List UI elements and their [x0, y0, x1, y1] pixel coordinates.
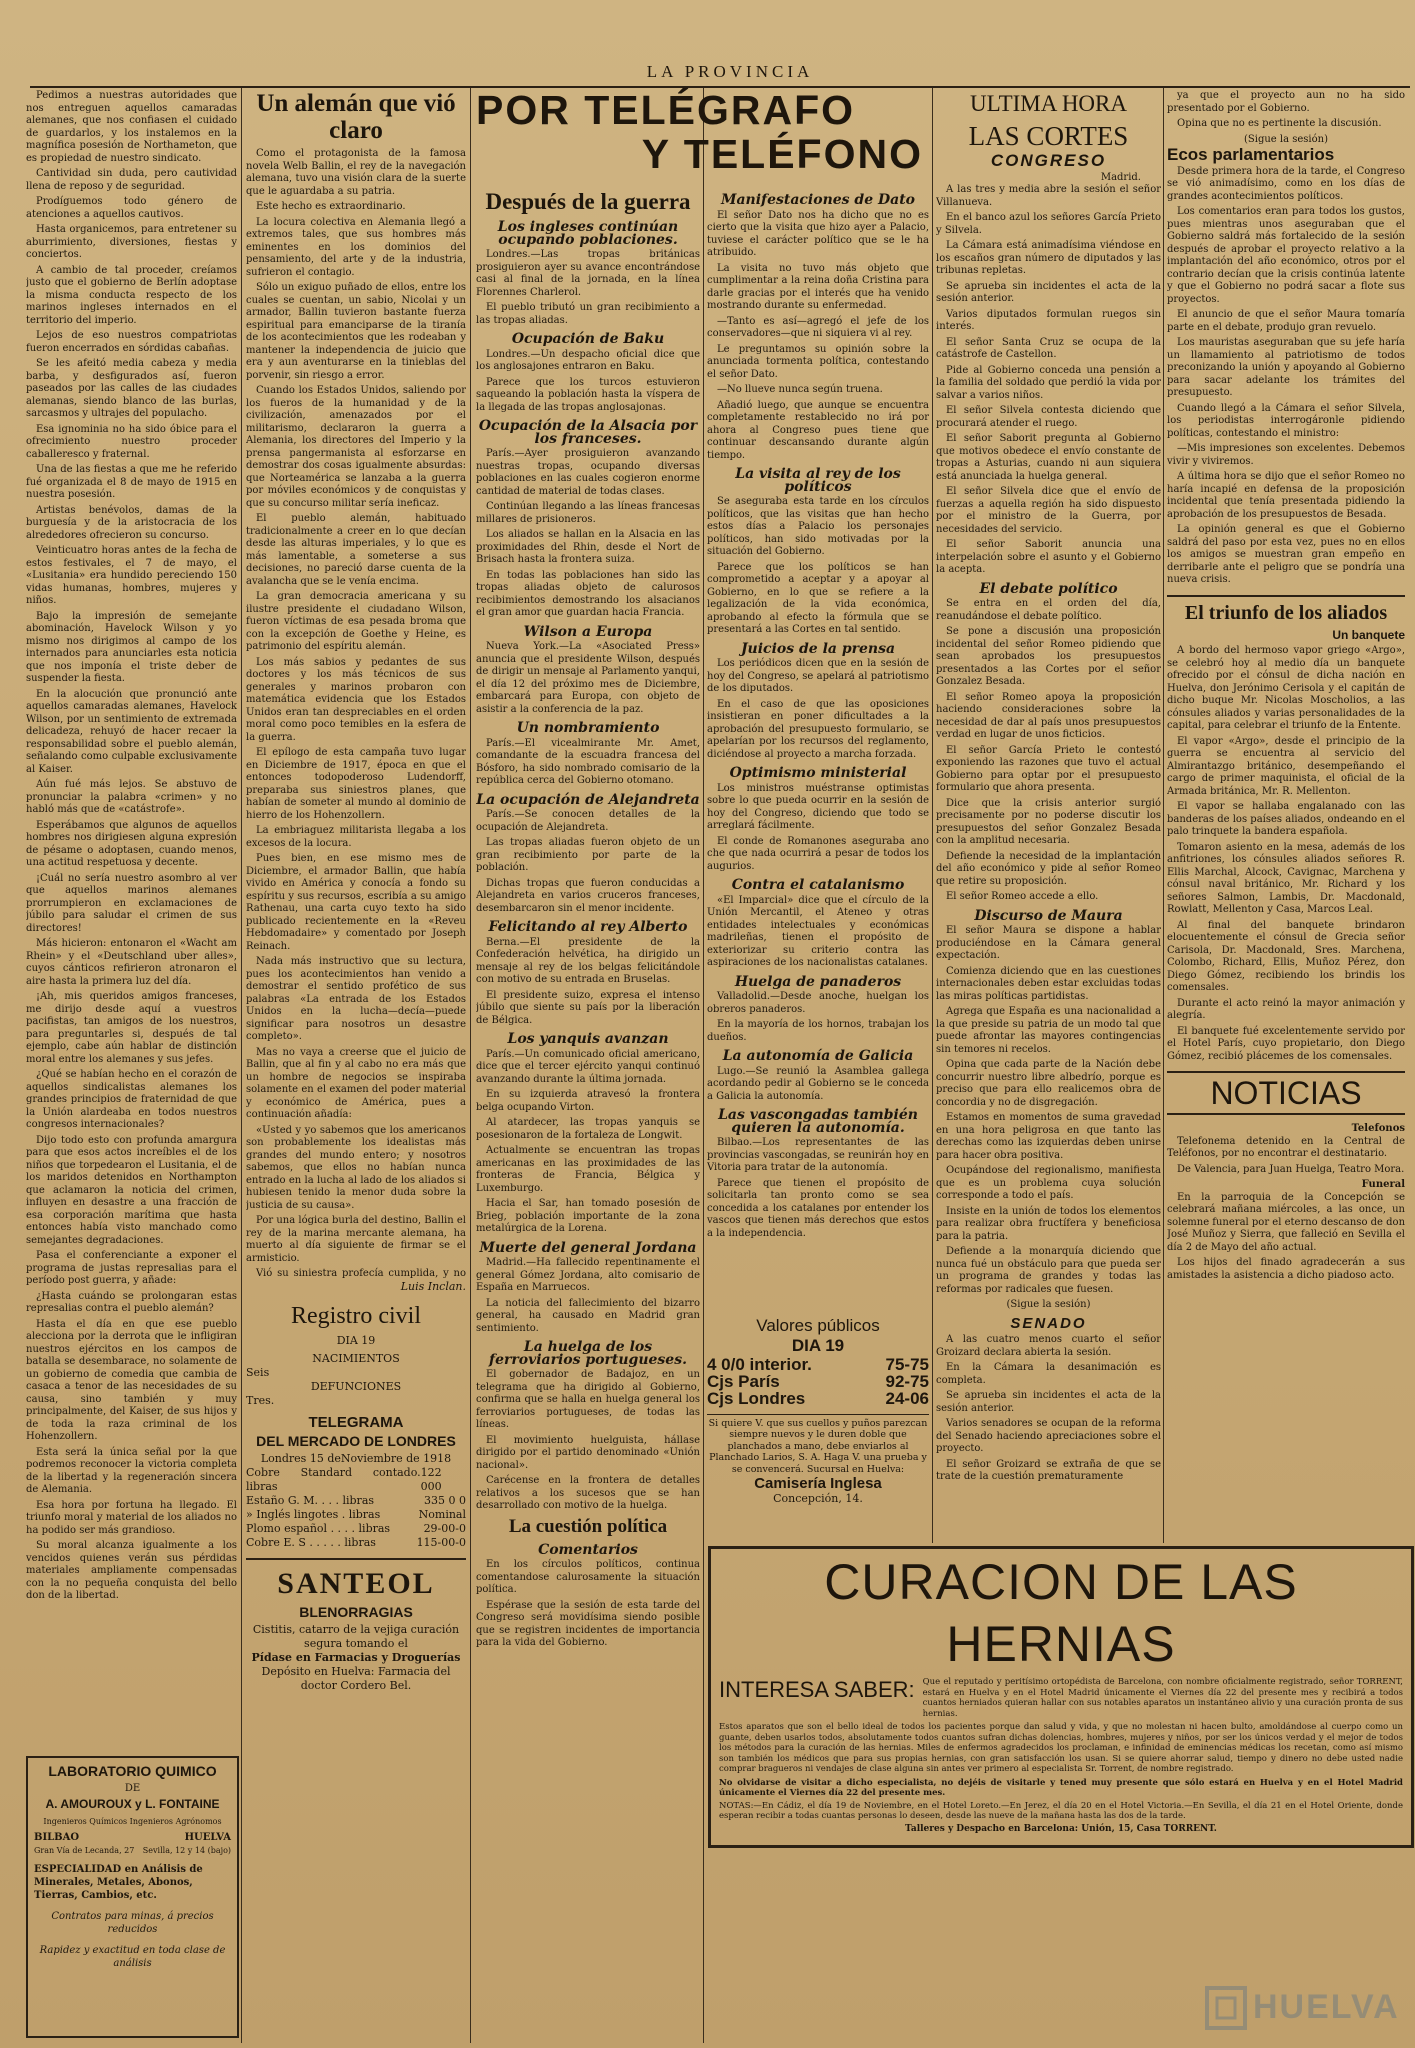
santeol-ad [246, 1558, 466, 1693]
article-paragraph: El pueblo alemán, habituado tradicionalmente a creer en lo que decían desde las alturas imperiales, y lo que es más lamentable, a someterse a sus decisiones, no pareció darse cuenta de la avalancha que se le venía encima. [246, 513, 466, 587]
ad-names: A. AMOUROUX y L. FONTAINE [45, 1797, 220, 1811]
ad-title: LABORATORIO QUIMICO [48, 1763, 217, 1779]
article-paragraph: Londres.—Un despacho oficial dice que los anglosajones entraron en Baku. [476, 348, 700, 372]
ad-contracts: Contratos para minas, á precios reducidos [51, 1911, 214, 1935]
section-rule [1167, 595, 1405, 597]
santeol-text2: Pídase en Farmacias y Droguerías [251, 1651, 461, 1664]
article-paragraph: Opina que no es pertinente la discusión. [1177, 118, 1382, 129]
section-heading: Ocupación de la Alsacia por los franceses. [478, 418, 698, 447]
article-paragraph: ¡Cuál no sería nuestro asombro al ver que aquellos marinos alemanes prorrumpieron en exclamaciones de júbilo para saludar el crimen de sus directores! [26, 872, 237, 934]
telegrama-item: » Inglés lingotes . libras [246, 1508, 381, 1521]
article-paragraph: París.—Ayer prosiguieron avanzando nuestras tropas, ocupando diversas poblaciones en las cuales cogieron enorme cantidad de material de todas clases. [476, 448, 700, 497]
article-paragraph: En el banco azul los señores García Prieto y Silvela. [936, 212, 1161, 236]
article-paragraph: La embriaguez militarista llegaba a los excesos de la locura. [246, 825, 466, 849]
article-paragraph: Esperábamos que algunos de aquellos hombres nos dirigiesen alguna expresión de pésame o adoptasen, cuando menos, una actitud respetuosa y decente. [26, 819, 237, 868]
telegrama-row [246, 1508, 466, 1522]
telegrama-title: TELEGRAMA [308, 1414, 404, 1431]
column-rule [932, 88, 933, 1543]
article-paragraph: El señor Maura se dispone a hablar produciéndose en la Cámara general expectación. [936, 925, 1161, 961]
section-heading: Muerte del general Jordana [479, 1239, 697, 1256]
telegrama-row [246, 1536, 466, 1550]
headline-aleman: Un alemán que vió claro [256, 90, 456, 144]
article-paragraph: Tomaron asiento en la mesa, además de los anfitriones, los cónsules aliados señores R. Ellis Marchal, Alcock, Cavignac, Marchena y cónsul naval británico, Mr. Richard y los señores Salmon, Lambis, Dr. Macdonald, Rowlatt, Mellenton y Casa, Marcos Leal. [1167, 841, 1405, 915]
column-5 [936, 88, 1161, 1543]
article-paragraph: Este hecho es extraordinario. [256, 201, 406, 212]
telegrama-value: 335 0 0 [424, 1494, 466, 1507]
article-paragraph: Le preguntamos su opinión sobre la anunciada tormenta política, contestando el señor Dato. [707, 343, 929, 380]
banner-line-2: Y TELÉFONO [641, 131, 923, 177]
ad-addresses [34, 1844, 231, 1857]
article-paragraph: Dice que la crisis anterior surgió precisamente por no poderse discutir los presupuestos del señor Gonzalez Besada con la amplitud necesaria. [936, 797, 1161, 846]
article-paragraph: Se les afeitó media cabeza y media barba, y desfigurados así, fueron paseados por las calles de las ciudades alemanas, siendo blanco de las burlas, sarcasmos y ultrajes del populacho. [26, 358, 237, 419]
article-paragraph: A última hora se dijo que el señor Romeo no haría incapié en defensa de la proposición incidental que tenía presentada pidiendo la aprobación de los presupuestos de Besada. [1167, 471, 1405, 520]
telegrama-value: 115-00-0 [416, 1536, 466, 1549]
article-paragraph: El pueblo tributó un gran recibimiento a las tropas aliadas. [476, 302, 700, 326]
article-paragraph: Esa ignominia no ha sido óbice para el ofrecimiento nuestro proceder caballeresco y fraternal. [26, 423, 237, 460]
article-paragraph: Los mauristas aseguraban que su jefe haría un llamamiento al patriotismo de todos preconizando la unión y apoyando al Gobierno para sacar adelante los trámites del presupuesto. [1167, 337, 1405, 398]
section-heading: Ocupación de Baku [511, 331, 665, 347]
article-paragraph: La visita no tuvo más objeto que cumplimentar a la reina doña Cristina para darle gracias por el interés que ha venido mostrando durante su enfermedad. [707, 262, 929, 311]
section-heading: Felicitando al rey Alberto [488, 919, 688, 935]
article-paragraph: Hacia el Sar, han tomado posesión de Brieg, población importante de la zona metalúrgica de la Lorena. [476, 1198, 700, 1234]
laboratorio-ad [26, 1756, 239, 2038]
article-paragraph: Se aseguraba esta tarde en los círculos políticos, que las visitas que han hecho estos días a Palacio los personajes políticos, han sido motivadas por la situación del Gobierno. [707, 496, 929, 557]
article-paragraph: En la Cámara la desanimación es completa. [936, 1362, 1161, 1386]
article-paragraph: La noticia del fallecimiento del bizarro general, ha causado en Madrid gran sentimiento. [476, 1297, 700, 1334]
article-paragraph: Comienza diciendo que en las cuestiones internacionales deben estar excluidas todas las miras políticas partidistas. [936, 965, 1161, 1002]
article-paragraph: Pide al Gobierno conceda una pensión a la familia del soldado que perdió la vida por salvar a varios niños. [936, 364, 1161, 401]
hernias-ad [708, 1546, 1414, 1848]
article-paragraph: Al final del banquete brindaron elocuentemente el cónsul de Grecia señor Carisola, Dr. Macdonald, Sres. Marchena, Colombo, Richard, Ellis, Muñoz Pérez, don Diego Gómez, recibiendo los brindis los comensales. [1167, 919, 1405, 993]
section-heading: Discurso de Maura [974, 907, 1123, 924]
article-paragraph: En la alocución que pronunció ante aquellos camaradas alemanes, Havelock Wilson, por un sentimiento de extremada delicadeza, rehuyó de hacer recaer la responsabilidad sobre el pueblo alemán, señalando como culpable exclusivamente al Kaiser. [26, 688, 237, 775]
article-paragraph: En la parroquia de la Concepción se celebrará mañana miércoles, a las once, un solemne funeral por el eterno descanso de don José Muñoz y Sierra, que falleció en Sevilla el día 2 de Mayo del año actual. [1167, 1191, 1405, 1253]
column-rule [703, 88, 704, 2043]
article-paragraph: Bilbao.—Los representantes de las provincias vascongadas, se reunirán hoy en Vitoria para tratar de la autonomía. [707, 1137, 929, 1173]
ad-bilbao-addr: Gran Vía de Lecanda, 27 [34, 1846, 135, 1855]
hernias-body: Estos aparatos que son el bello ideal de todos los pacientes porque dan salud y vida, y que no molestan ni hacen bulto, amoldándose al cuerpo como un guante, deben usarlos todos, absolutamente todos cuantos sufran dichas dolencias, hombres, mujeres y niños, por ser los únicos verdad y el mejor de todos los métodos para la curación de las hernias. Miles de enfermos agradecidos los proclaman, e infinidad de eminencias médicas los recetan, como así mismo son también los médicos que para sus propias hernias, con gran satisfacción los usan. Si se quiere ahorrar salud, tiempo y dinero no debe usted nadie comprar bragueros ni vendajes de clase alguna sin antes ver primero al especialista Sr. Torrent, de nombre registrado. [719, 1722, 1403, 1774]
article-paragraph: El movimiento huelguista, hállase dirigido por el partido denominado «Unión nacional». [476, 1434, 700, 1471]
article-paragraph: En el caso de que las oposiciones insistieran en poner dificultades a la aprobación del presupuesto formulario, se apelarían por los recursos del reglamento, diciéndose al proyecto a marcha forzada. [707, 698, 929, 760]
article-paragraph: El señor Saborit anuncia una interpelación sobre el asunto y el Gobierno la acepta. [936, 539, 1161, 575]
santeol-sub: BLENORRAGIAS [299, 1604, 413, 1620]
vp-name: Cjs París [707, 1372, 780, 1392]
article-paragraph: Desde primera hora de la tarde, el Congreso se vió animadísimo, como en los días de grandes acontecimientos políticos. [1167, 165, 1405, 202]
article-paragraph: De Valencia, para Juan Huelga, Teatro Mora. [1177, 1163, 1405, 1175]
article-paragraph: Londres.—Las tropas británicas prosiguieron ayer su avance encontrándose casi al final de la jornada, en la línea Florennes Charlerol. [476, 249, 700, 298]
section-heading: Manifestaciones de Dato [720, 192, 916, 208]
article-paragraph: Una de las fiestas a que me he referido fué organizada el 8 de mayo de 1915 en nuestra posesión. [26, 464, 237, 500]
article-paragraph: Opina que cada parte de la Nación debe concurrir nuestro libre albedrío, porque es preciso que para ello realicemos obra de concordia y no de disgregación. [936, 1059, 1161, 1108]
article-paragraph: El epílogo de esta campaña tuvo lugar en Diciembre de 1917, época en que el entonces todopoderoso Ludendorff, preparaba sus siniestros planes, que habían de someter al mundo al dominio de hierro de los Hohenzollern. [246, 747, 466, 821]
column-1 [26, 90, 237, 2040]
defunciones-label: DEFUNCIONES [310, 1380, 402, 1393]
section-heading: Las vascongadas también quieren la autonomía. [718, 1107, 918, 1136]
article-paragraph: ¡Ah, mis queridos amigos franceses, me dirijo desde aquí a vuestros pacifistas, tan amigos de los nuestros, para preguntarles si, después de tal ejemplo, cabe aún hablar de distinción moral entre los alemanes y sus jefes. [26, 991, 237, 1065]
ad-fast: Rapidez y exactitud en toda clase de análisis [39, 1945, 226, 1969]
vp-value: 92-75 [885, 1372, 929, 1392]
telegrama-sub: DEL MERCADO DE LONDRES [256, 1433, 456, 1449]
article-paragraph: Añadió luego, que aunque se encuentra completamente restablecido no irá por ahora al Congreso pues tiene que continuar descansando durante algún tiempo. [707, 399, 929, 461]
vp-date: DIA 19 [791, 1336, 845, 1355]
article-paragraph: El señor Romeo accede a ello. [946, 891, 1099, 902]
article-paragraph: Bajo la impresión de semejante abominación, Havelock Wilson y yo mismo nos dirigimos al campo de los internados para anunciarles esta noticia que nos imponía el triste deber de suspender la fiesta. [26, 610, 237, 684]
article-paragraph: Nueva York.—La «Asociated Press» anuncia que el presidente Wilson, después de dirigir un mensaje al Parlamento yanqui, el día 12 del próximo mes de Diciembre, embarcará para Europa, con objeto de asistir a la conferencia de la paz. [476, 641, 700, 715]
article-paragraph: Ocupándose del regionalismo, manifiesta que es un problema cuya solución corresponde a todo el país. [936, 1165, 1161, 1201]
article-paragraph: Hasta el día en que ese pueblo alecciona por la derrota que le infligiran nuestros ejércitos en los campos de batalla se desembarace, no solamente de un gobierno de comedia que cambia de casaca a tenor de las necesidades de su causa, sino también y muy principalmente, del Kaiser, de sus hijos y de toda la raza criminal de los Hohenzollern. [26, 1318, 237, 1442]
article-paragraph: Parece que los turcos estuvieron saqueando la población hasta la víspera de la llegada de las tropas anglosajonas. [476, 376, 700, 413]
vp-title: Valores públicos [756, 1316, 880, 1335]
funeral-heading: Funeral [1361, 1179, 1405, 1190]
cuestion-heading: La cuestión política [508, 1515, 668, 1537]
article-paragraph: Lejos de eso nuestros compatriotas fueron encerrados en sórdidas cabañas. [26, 330, 237, 354]
column-4 [707, 188, 929, 1313]
article-paragraph: Pues bien, en ese mismo mes de Diciembre, el armador Ballin, que había vivido en América y conocía a fondo su espíritu y sus recursos, escribía a su amigo Rathenau, una carta cuyo texto ha sido publicado recientemente en la «Reveu Hebdomadaire» y comentado por Joseph Reinach. [246, 853, 466, 952]
article-paragraph: Esta será la única señal por la que podremos reconocer la victoria completa de la libertad y la regeneración sincera de Alemania. [26, 1446, 237, 1495]
article-paragraph: El conde de Romanones aseguraba ano che que nada ocurrirá a pesar de todos los augurios. [707, 835, 929, 872]
telegrafo-banner [476, 88, 931, 188]
article-paragraph: ¿Hasta cuándo se prolongaran estas represalias contra el pueblo alemán? [26, 1290, 237, 1314]
article-paragraph: —Mis impresiones son excelentes. Debemos vivir y viviremos. [1167, 443, 1405, 467]
section-heading: Contra el catalanismo [731, 877, 905, 893]
article-paragraph: Se aprueba sin incidentes el acta de la sesión anterior. [936, 280, 1161, 304]
article-paragraph: El vapor se hallaba engalanado con las banderas de los países aliados, ondeando en el palo trinquete la bandera española. [1167, 801, 1405, 837]
article-paragraph: Carécense en la frontera de detalles relativos a los sucesos que se han desarrollado con motivo de la huelga. [476, 1475, 700, 1511]
article-paragraph: En la mayoría de los hornos, trabajan los dueños. [707, 1019, 929, 1043]
vp-name: 4 0/0 interior. [707, 1355, 812, 1374]
column-6 [1167, 90, 1405, 1540]
ad-huelva: HUELVA [184, 1832, 231, 1843]
article-paragraph: El anuncio de que el señor Maura tomaría parte en el debate, produjo gran revuelo. [1167, 309, 1405, 333]
registro-date: DIA 19 [336, 1334, 376, 1347]
telegrama-row [246, 1522, 466, 1536]
telegrama-item: Cobre Standard contado. libras [246, 1466, 421, 1493]
vp-row [707, 1356, 929, 1373]
telegrama-item: Plomo español . . . . libras [246, 1522, 391, 1535]
article-paragraph: Artistas benévolos, damas de la burguesía y de la aristocracia de los alrededores ofrecieron su concurso. [26, 504, 237, 541]
banner-line-1: POR TELÉGRAFO [476, 87, 856, 133]
ci-address: Concepción, 14. [773, 1492, 863, 1506]
ecos-heading: Ecos parlamentarios [1167, 145, 1335, 164]
triunfo-heading: El triunfo de los aliados [1184, 601, 1388, 624]
article-paragraph: El señor Groizard se extraña de que se trate de la cuestión prematuramente [936, 1458, 1161, 1482]
article-paragraph: A las tres y media abre la sesión el señor Villanueva. [936, 184, 1161, 208]
ad-sub: Ingenieros Químicos Ingenieros Agrónomos [43, 1817, 222, 1826]
article-paragraph: En los círculos políticos, continua comentandose calurosamente la situación política. [476, 1559, 700, 1595]
article-paragraph: Estamos en momentos de suma gravedad en una hora peligrosa en que tanto las derechas como las izquierdas deben unirse para hacer obra positiva. [936, 1112, 1161, 1161]
article-paragraph: Cuando llegó a la Cámara el señor Silvela, los periodistas interrogáronle pidiendo políticas, contestando el ministro: [1167, 402, 1405, 439]
article-paragraph: El vapor «Argo», desde el principio de la guerra se encuentra al servicio del Almirantazgo británico, desempeñando el cargo de primer maquinista, el oficial de la Armada británica, Mr. R. Mellenton. [1167, 735, 1405, 797]
vp-value: 24-06 [885, 1389, 929, 1409]
article-paragraph: Nada más instructivo que su lectura, pues los acontecimientos han venido a demostrar el sentido profético de sus palabras «La entrada de los Estados Unidos en la lucha—decía—puede significar para nosotros un desastre completo». [246, 956, 466, 1042]
article-paragraph: El señor Dato nos ha dicho que no es cierto que la visita que hizo ayer a Palacio, tuviese el carácter político que se le ha atribuido. [707, 209, 929, 258]
article-paragraph: Telefonema detenido en la Central de Teléfonos, por no encontrar el destinatario. [1167, 1135, 1405, 1159]
santeol-title: SANTEOL [277, 1567, 435, 1600]
section-heading: Huelga de panaderos [734, 973, 902, 990]
article-paragraph: A cambio de tal proceder, creíamos justo que el gobierno de Berlín adoptase la misma conducta respecto de los marinos ingleses internados en el territorio del imperio. [26, 264, 237, 326]
article-paragraph: Parece que tienen el propósito de solicitarla tan pronto como se sea concedida a los catalanes por entender los vascos que tienen más derechos que estos a la independencia. [707, 1177, 929, 1239]
telegrama-value: 122 000 [420, 1466, 442, 1493]
article-paragraph: Agrega que España es una nacionalidad a la que preside su patria de un modo tal que puede afrontar las mayores contingencias sin temores ni recelos. [936, 1006, 1161, 1055]
archive-watermark [1205, 1980, 1400, 2035]
sigue-label: (Sigue la sesión) [1244, 133, 1328, 145]
article-paragraph: Varios senadores se ocupan de la reforma del Senado haciendo apreciaciones sobre el proyecto. [936, 1418, 1161, 1454]
ad-de: DE [124, 1783, 141, 1794]
dateline-madrid: Madrid. [1100, 171, 1141, 183]
column-3 [476, 185, 700, 2040]
article-paragraph: Varios diputados formulan ruegos sin interés. [936, 308, 1161, 332]
article-paragraph: «El Imparcial» dice que el círculo de la Unión Mercantil, el Ateneo y otras entidades intelectuales y económicas madrileñas, tienen el propósito de exteriorizar su criterio contra las aspiraciones de los nacionalistas catalanes. [707, 894, 929, 968]
vp-row [707, 1390, 929, 1407]
article-paragraph: A bordo del hermoso vapor griego «Argo», se celebró hoy al medio día un banquete ofrecido por el cónsul de dicha nación en Huelva, don Jerónimo Cerisola y el capitán de dicho buque Mr. Nicolas Moscholios, a las cónsules aliados y varias personalidades de la capital, para celebrar el triunfo de la Entente. [1167, 645, 1405, 731]
article-paragraph: Aún fué más lejos. Se abstuvo de pronunciar la palabra «crimen» y no habló más que de «catástrofe». [26, 779, 237, 815]
hernias-notas: NOTAS:—En Cádiz, el día 19 de Noviembre, en el Hotel Loreto.—En Jerez, el día 20 en el Hotel Victoria.—En Sevilla, el día 21 en el Hotel Oriente, donde esperan recibir a todas cuantas personas lo deseen, desde las nueve de la mañana hasta las dos de la tarde. [719, 1800, 1403, 1821]
section-heading: La ocupación de Alejandreta [476, 791, 700, 808]
column-rule [241, 88, 242, 2043]
article-paragraph: El señor Romeo apoya la proposición haciendo consideraciones sobre la necesidad de dar al país unos presupuestos verdad en lugar de unos ficticios. [936, 691, 1161, 740]
article-paragraph: El banquete fué excelentemente servido por el Hotel París, cuyo propietario, don Diego Gómez, recibió plácemes de los comensales. [1167, 1025, 1405, 1062]
congreso: CONGRESO [990, 151, 1107, 170]
article-paragraph: —Tanto es así—agregó el jefe de los conservadores—que ni siquiera vi al rey. [707, 315, 929, 339]
section-heading: La autonomía de Galicia [722, 1048, 914, 1064]
article-paragraph: Más hicieron: entonaron el «Wacht am Rhein» y el «Deutschland uber alles», cuyos cánticos refirieron atronaron el aire hasta la primera luz del día. [26, 938, 237, 987]
defunciones-value: Tres. [246, 1394, 275, 1407]
section-heading: Optimismo ministerial [729, 765, 907, 781]
article-paragraph: Actualmente se encuentran las tropas americanas en las proximidades de las fronteras de Francia, Bélgica y Luxemburgo. [476, 1145, 700, 1194]
article-paragraph: Durante el acto reinó la mayor animación y alegría. [1167, 997, 1405, 1021]
article-paragraph: En su izquierda atravesó la frontera belga ocupando Virton. [476, 1089, 700, 1113]
article-paragraph: Defiende la necesidad de la implantación del año económico y pide al señor Romeo que retire su proposición. [936, 850, 1161, 887]
telegrama-item: Estaño G. M. . . . libras [246, 1494, 375, 1507]
santeol-text1: Cistitis, catarro de la vejiga curación segura tomando el [252, 1623, 460, 1650]
las-cortes: LAS CORTES [968, 121, 1129, 151]
article-paragraph: El señor Silvela dice que el envío de fuerzas a aquella región ha sido dispuesto por el ministro de la Guerra, por necesidades del servicio. [936, 486, 1161, 535]
article-paragraph: Insiste en la unión de todos los elementos para realizar obra fructífera y beneficiosa para la patria. [936, 1205, 1161, 1242]
article-paragraph: El gobernador de Badajoz, en un telegrama que ha dirigido al Gobierno, confirma que se halla en huelga general los ferroviarios portugueses, de todas las líneas. [476, 1369, 700, 1430]
article-paragraph: La opinión general es que el Gobierno saldrá del paso por esta vez, pues no en ellos los amigos se muestran gran empeño en derribarle ante el peligro que se pondría una nueva crisis. [1167, 524, 1405, 585]
section-heading: Juicios de la prensa [740, 640, 896, 657]
article-paragraph: La Cámara está animadísima viéndose en los escaños gran número de diputados y las tribunas repletas. [936, 240, 1161, 276]
article-paragraph: París.—Un comunicado oficial americano, dice que el tercer ejército yanqui continuó avanzando durante la última jornada. [476, 1048, 700, 1085]
hernias-intro: Que el reputado y peritísimo ortopédista de Barcelona, con nombre oficialmente registrado, señor TORRENT, estará en Huelva y en el Hotel Madrid únicamente el Viernes día 22 del presente mes y recibirá a todos cuantos herniados quieran hallar con sus notables aparatos un instantáneo alivio y una curación pronta de sus hernias. [922, 1677, 1403, 1719]
banquete-heading: Un banquete [1332, 627, 1405, 642]
telegrama-date: Londres 15 deNoviembre de 1918 [260, 1452, 452, 1465]
column-2-lower [246, 1280, 466, 2040]
ultima-hora: ULTIMA HORA [970, 91, 1127, 116]
after-war-heading: Después de la guerra [485, 189, 691, 214]
article-paragraph: Defiende a la monarquía diciendo que nunca fué un obstáculo para que pueda ser un programa de grandes y todas las reformas por radicales que fuesen. [936, 1246, 1161, 1295]
ad-spec: ESPECIALIDAD en Análisis de Minerales, Metales, Abonos, Tierras, Cambios, etc. [34, 1864, 203, 1901]
section-heading: Los ingleses continúan ocupando poblaciones. [497, 219, 679, 248]
column-rule [470, 88, 471, 2043]
hernias-talleres: Talleres y Despacho en Barcelona: Unión, 15, Casa TORRENT. [905, 1823, 1217, 1834]
section-heading: La visita al rey de los políticos [735, 466, 901, 495]
valores-publicos [707, 1316, 929, 1541]
article-paragraph: Espérase que la sesión de esta tarde del Congreso será movidísima siendo posible que se registren incidentes de importancia para la vida del Gobierno. [476, 1599, 700, 1648]
article-paragraph: Los ministros muéstranse optimistas sobre lo que pueda ocurrir en la sesión de hoy del Congreso, diciendo que todo se arreglará fácilmente. [707, 782, 929, 831]
article-paragraph: París.—Se conocen detalles de la ocupación de Alejandreta. [476, 809, 700, 833]
telegrama-table [246, 1466, 466, 1550]
section-heading: La huelga de los ferroviarios portugueses. [489, 1339, 687, 1368]
article-paragraph: Dichas tropas que fueron conducidas a Alejandreta en varios cruceros franceses, desembarcaron sin el menor incidente. [476, 877, 700, 914]
article-paragraph: Se pone a discusión una proposición incidental del señor Romeo pidiendo que sean aprobados los presupuestos presentados a las Cortes por el señor Gonzalez Besada. [936, 626, 1161, 687]
hernias-title: CURACION DE LAS HERNIAS [824, 1554, 1298, 1672]
telegrama-row [246, 1466, 466, 1494]
article-paragraph: Los comentarios eran para todos los gustos, pues mientras unos aseguraban que el Gobierno saldrá más fortalecido de la sesión después de aprobar el proyecto relativo a la implantación del año económico, otros por el contrario decían que la crisis continúa latente y que el Gobierno no podrá sacar a flote sus proyectos. [1167, 206, 1405, 305]
vp-name: Cjs Londres [707, 1389, 806, 1409]
masthead: LA PROVINCIA [646, 62, 814, 81]
article-paragraph: «Usted y yo sabemos que los americanos son probablemente los idealistas más grandes del mundo entero; y nosotros sabemos, que ellos no habían nunca entrado en la lucha al lado de los aliados si hubiesen tenido la menor duda sobre la justicia de su causa». [246, 1124, 466, 1211]
nacimientos-label: NACIMIENTOS [312, 1352, 400, 1365]
article-paragraph: Se aprueba sin incidentes el acta de la sesión anterior. [936, 1390, 1161, 1414]
author: Luis Inclan. [400, 1280, 466, 1293]
article-paragraph: ya que el proyecto aun no ha sido presentado por el Gobierno. [1167, 90, 1405, 114]
vp-value: 75-75 [885, 1355, 929, 1374]
telegrama-value: 29-00-0 [423, 1522, 466, 1535]
interesa-saber: INTERESA SABER: [719, 1677, 915, 1702]
ci-text: Si quiere V. que sus cuellos y puños parezcan siempre nuevos y le duren doble que planchados a mano, debe enviarlos al Planchado Larios, S. A. Haga V. una prueba y se convencerá. Sucursal en Huelva: [707, 1414, 929, 1476]
sigue-label: (Sigue la sesión) [1006, 1299, 1091, 1310]
section-heading: Comentarios [538, 1541, 638, 1558]
santeol-text3: Depósito en Huelva: Farmacia del doctor Cordero Bel. [261, 1665, 451, 1692]
hernias-intro-row [711, 1677, 1411, 1719]
article-paragraph: Parece que los políticos se han comprometido a aceptar y a apoyar al Gobierno, en lo que se refiere a la legalización de la vida económica, aprobando al efecto la fórmula que se presentará a las Cortes en tal sentido. [707, 561, 929, 635]
article-paragraph: Prodíguemos todo género de atenciones a aquellos cautivos. [26, 196, 237, 220]
ad-cities [34, 1831, 231, 1844]
article-paragraph: Esa hora por fortuna ha llegado. El triunfo moral y material de los aliados no ha podido ser más grandioso. [26, 1499, 237, 1536]
senado: SENADO [1010, 1314, 1087, 1332]
article-paragraph: —No llueve nunca según truena. [717, 384, 883, 395]
section-heading: El debate político [979, 580, 1118, 597]
vp-table [707, 1356, 929, 1408]
section-heading: Wilson a Europa [523, 623, 653, 640]
column-2 [246, 88, 466, 1278]
article-paragraph: En todas las poblaciones han sido las tropas aliadas objeto de calurosos recibimientos demostrando los alsacianos el gran amor que guardan hacia Francia. [476, 569, 700, 618]
article-paragraph: Cantividad sin duda, pero cautividad llena de reposo y de seguridad. [26, 168, 237, 192]
telegrama-item: Cobre E. S . . . . . libras [246, 1536, 376, 1549]
article-paragraph: Pasa el conferenciante a exponer el programa de justas represalias para el período post guerra, y añade: [26, 1250, 237, 1286]
article-paragraph: París.—El vicealmirante Mr. Amet, comandante de la escuadra francesa del Bósforo, ha sido nombrado comisario de la república cerca del Gobierno otomano. [476, 737, 700, 786]
article-paragraph: A las cuatro menos cuarto el señor Groizard declara abierta la sesión. [936, 1334, 1161, 1358]
column-rule [1163, 88, 1164, 1543]
article-paragraph: Las tropas aliadas fueron objeto de un gran recibimiento por parte de la población. [476, 837, 700, 873]
article-paragraph: Berna.—El presidente de la Confederación helvética, ha dirigido un mensaje al rey de los belgas felicitándole con motivo de su entrada en Bruselas. [476, 936, 700, 985]
registro-title: Registro civil [291, 1303, 421, 1329]
article-paragraph: Lugo.—Se reunió la Asamblea gallega acordando pedir al Gobierno se le conceda a Galicia la autonomía. [707, 1065, 929, 1102]
telegrama-value: Nominal [418, 1508, 466, 1521]
article-paragraph: Por una lógica burla del destino, Ballin el rey de la marina mercante alemana, ha muerto al día siguiente de firmar se el armisticio. [246, 1215, 466, 1264]
article-paragraph: Vió su siniestra profecía cumplida, y no [256, 1268, 466, 1278]
article-paragraph: Hasta organicemos, para entretener su aburrimiento, diversiones, fiestas y conciertos. [26, 224, 237, 260]
watermark-text: HUELVA [1253, 1988, 1400, 2026]
ad-bilbao: BILBAO [34, 1832, 80, 1843]
article-paragraph: Los aliados se hallan en la Alsacia en las proximidades del Rhin, desde el Nort de Brisach hasta la frontera suiza. [476, 529, 700, 565]
hernias-note: No olvidarse de visitar a dicho especialista, no dejéis de visitarle y tened muy presente que sólo estará en Huelva y en el Hotel Madrid únicamente el Viernes día 22 del presente mes. [719, 1777, 1403, 1798]
article-paragraph: ¿Qué se habían hecho en el corazón de aquellos sindicalistas alemanes los grandes principios de fraternidad de que la Unión alardeaba en todos nuestros congresos internacionales? [26, 1069, 237, 1130]
article-paragraph: La locura colectiva en Alemania llegó a extremos tales, que sus hombres más eminentes en los dominios del pensamiento, del arte y de la industria, sufrieron el contagio. [246, 216, 466, 278]
article-paragraph: Mas no vaya a creerse que el juicio de Ballin, que al fin y al cabo no era más que un hombre de negocios se inspiraba solamente en el examen del poder material y económico de América, pues a continuación añadía: [246, 1046, 466, 1120]
article-paragraph: El señor García Prieto le contestó exponiendo las razones que tuvo el actual Gobierno para optar por el presupuesto formulario que ahora presenta. [936, 744, 1161, 793]
telefonos-heading: Telefonos [1351, 1123, 1405, 1134]
vp-row [707, 1373, 929, 1390]
article-paragraph: Los más sabios y pedantes de sus doctores y los más técnicos de sus generales y marinos probaron con matemática evidencia que los Estados Unidos eran tan despreciables en el orden moral como poco temibles en la esfera de la guerra. [246, 656, 466, 743]
article-paragraph: Sólo un exiguo puñado de ellos, entre los cuales se cuentan, un sabio, Nicolai y un armador, Ballin tuvieron bastante fuerza espiritual para emanciparse de la tiranía de los acontecimientos que les rodeaban y mantener la independencia de juicio que era y aun aventurarse en la tinieblas del porvenir, sin riesgo a error. [246, 282, 466, 381]
article-paragraph: Los periódicos dicen que en la sesión de hoy del Congreso, se apelará al patriotismo de los diputados. [707, 658, 929, 694]
nacimientos-value: Seis [246, 1366, 270, 1379]
article-paragraph: Al atardecer, las tropas yanquis se posesionaron de la fortaleza de Longwit. [476, 1117, 700, 1141]
article-paragraph: Pedimos a nuestras autoridades que nos entreguen aquellos camaradas alemanes, que nos confiasen el cuidado de guardarlos, y los instalemos en la magnífica posesión de Northameton, que es propiedad de nuestro sindicato. [26, 90, 237, 164]
article-paragraph: Dijo todo esto con profunda amargura para que esos actos increíbles el de los niños que torpedearon el Lusitania, el de los maridos detenidos en Northampton que aclamaron la noticia del crimen, influyen en desastre a una fracción de esa corporación marítima que hasta entonces había visto manchado como semejantes degradaciones. [26, 1134, 237, 1246]
article-paragraph: Su moral alcanza igualmente a los vencidos quienes verán sus pérdidas materiales ampliamente compensadas con la no pequeña conquista del bello don de la libertad. [26, 1540, 237, 1601]
section-heading: Un nombramiento [516, 720, 660, 736]
article-paragraph: Valladolid.—Desde anoche, huelgan los obreros panaderos. [707, 991, 929, 1015]
article-paragraph: El señor Saborit pregunta al Gobierno que motivos obedece el envío constante de tropas a Asturias, cuando ni aun siquiera está anunciada la huelga general. [936, 433, 1161, 482]
article-paragraph: Continúan llegando a las líneas francesas millares de prisioneros. [476, 501, 700, 525]
noticias-heading: NOTICIAS [1167, 1071, 1405, 1115]
article-paragraph: El presidente suizo, expresa el intenso júbilo que siente su país por la liberación de Bélgica. [476, 989, 700, 1026]
article-paragraph: El señor Silvela contesta diciendo que procurará atender el ruego. [936, 405, 1161, 429]
ad-huelva-addr: Sevilla, 12 y 14 (bajo) [142, 1846, 231, 1855]
article-paragraph: El señor Santa Cruz se ocupa de la catástrofe de Castellon. [936, 336, 1161, 360]
article-paragraph: Se entra en el orden del día, reanudándose el debate político. [936, 598, 1161, 622]
article-paragraph: Madrid.—Ha fallecido repentinamente el general Gómez Jordana, alto comisario de España en Marruecos. [476, 1257, 700, 1293]
article-paragraph: Los hijos del finado agradecerán a sus amistades la asistencia a dicho piadoso acto. [1167, 1257, 1405, 1281]
ci-title: Camisería Inglesa [754, 1475, 882, 1493]
article-paragraph: La gran democracia americana y su ilustre presidente el ciudadano Wilson, fueron víctimas de esa pesada broma que con la excepción de Goethe y Heine, es patrimonio del espíritu alemán. [246, 591, 466, 652]
section-heading: Los yanquis avanzan [507, 1031, 669, 1047]
article-paragraph: Como el protagonista de la famosa novela Welb Ballin, el rey de la navegación alemana, tuvo una visión clara de la suerte que le aguardaba a su patria. [246, 148, 466, 197]
article-paragraph: Veinticuatro horas antes de la fecha de estos festivales, el 7 de mayo, el «Lusitania» era hundido pereciendo 150 vidas humanas, hombres, mujeres y niños. [26, 545, 237, 606]
article-paragraph: Cuando los Estados Unidos, saliendo por los fueros de la humanidad y de la civilización, amenazados por el militarismo, declararon la guerra a Alemania, los directores del Imperio y la prensa pangermanista al esforzarse en demostrar dos cosas igualmente absurdas: que Norteamérica se lanzaba a la guerra por móviles económicos y de conquistas y que su concurso militar sería ineficaz. [246, 385, 466, 509]
telegrama-row [246, 1494, 466, 1508]
